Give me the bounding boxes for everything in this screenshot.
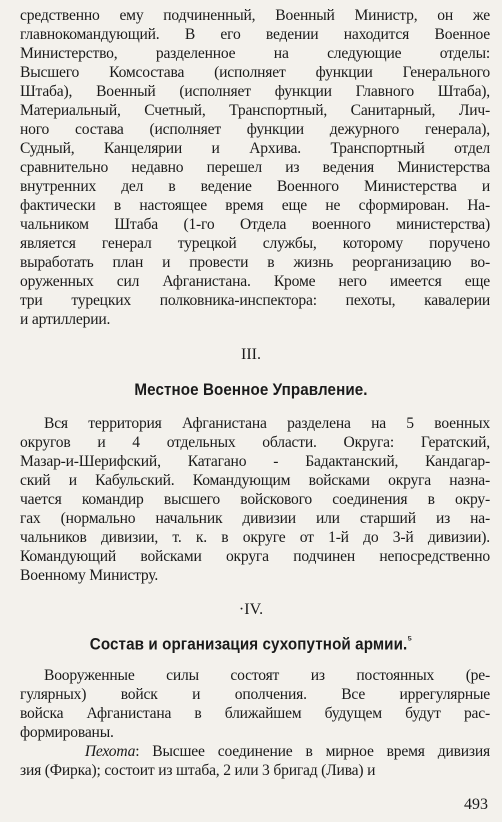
text-line: Материальный, Счетный, Транспортный, Санитарный, Лич- bbox=[20, 102, 490, 119]
text-line: войска Афганистана в ближайшем будущем будут рас- bbox=[20, 705, 490, 722]
text-line: ного состава (исполняет функции дежурного генерала), bbox=[20, 121, 490, 138]
text-line: Вооруженные силы состоят из постоянных (ре- bbox=[44, 667, 490, 684]
text-line: главнокомандующий. В его ведении находится Военное bbox=[20, 26, 490, 43]
text-line: Мазар-и-Шерифский, Катагано - Бадактанский, Кандагар- bbox=[20, 453, 490, 470]
footnote-mark: ⁵ bbox=[407, 634, 413, 646]
text-line: Военному Министру. bbox=[20, 567, 159, 584]
section-number-4: ·IV. bbox=[238, 601, 264, 618]
text-line: Вся территория Афганистана разделена на 5 военных bbox=[44, 415, 490, 432]
text-line-rest: : Высшее соединение в мирное время дивизия bbox=[135, 743, 490, 760]
text-line: фактически в настоящее время еще не сформирован. На- bbox=[20, 197, 490, 214]
text-line: является генерал турецкой службы, которому поручено bbox=[20, 235, 490, 252]
text-line: ский и Кабульский. Командующим войсками округа назна- bbox=[20, 472, 490, 489]
paragraph-military-ministry bbox=[20, 6, 490, 329]
text-line: средственно ему подчиненный, Военный Министр, он же bbox=[20, 7, 490, 24]
section-title-text: Состав и организация сухопутной армии. bbox=[89, 635, 408, 654]
text-line: чальником Штаба (1-го Отдела военного министерства) bbox=[20, 216, 490, 233]
paragraph-military-districts bbox=[20, 414, 490, 585]
text-line: зия (Фирка); состоит из штаба, 2 или 3 бригад (Лива) и bbox=[20, 762, 376, 779]
italic-term-infantry: Пехота bbox=[84, 743, 136, 760]
section-number-3: III. bbox=[241, 346, 261, 363]
text-line: выработать план и провести в жизнь реорганизацию во- bbox=[20, 254, 490, 271]
paragraph-armed-forces bbox=[20, 666, 490, 742]
text-line: формированы. bbox=[20, 724, 114, 741]
text-line: оруженных сил Афганистана. Кроме него имеется еще bbox=[20, 273, 490, 290]
text-line: три турецких полковника-инспектора: пехоты, кавалерии bbox=[20, 292, 490, 309]
text-line: сравнительно недавно перешел из ведения Министерства bbox=[20, 159, 490, 176]
page-number: 493 bbox=[464, 796, 488, 813]
text-line: Министерство, разделенное на следующие отделы: bbox=[20, 45, 490, 62]
text-line: Командующий войсками округа подчинен непосредственно bbox=[20, 548, 490, 565]
text-line: Штаба), Военный (исполняет функции Главного Штаба), bbox=[20, 83, 490, 100]
paragraph-infantry bbox=[20, 742, 490, 780]
section-title-army-composition bbox=[20, 634, 482, 655]
text-line: гах (нормально начальник дивизии или старший из на- bbox=[20, 510, 490, 527]
section-title-local-military-administration: Местное Военное Управление. bbox=[134, 381, 368, 399]
text-line: Высшего Комсостава (исполняет функции Генерального bbox=[20, 64, 490, 81]
text-line: и артиллерии. bbox=[20, 311, 111, 328]
text-line: гулярных) войск и ополчения. Все иррегулярные bbox=[20, 686, 490, 703]
text-line: Судный, Канцелярии и Архива. Транспортный отдел bbox=[20, 140, 490, 157]
text-line: округов и 4 отдельных области. Округа: Гератский, bbox=[20, 434, 490, 451]
text-line: чается командир высшего войскового соединения в окру- bbox=[20, 491, 490, 508]
text-line: чальников дивизии, т. к. в округе от 1-й до 3-й дивизии). bbox=[20, 529, 490, 546]
text-line bbox=[20, 742, 490, 761]
text-line: внутренних дел в ведение Военного Министерства и bbox=[20, 178, 490, 195]
